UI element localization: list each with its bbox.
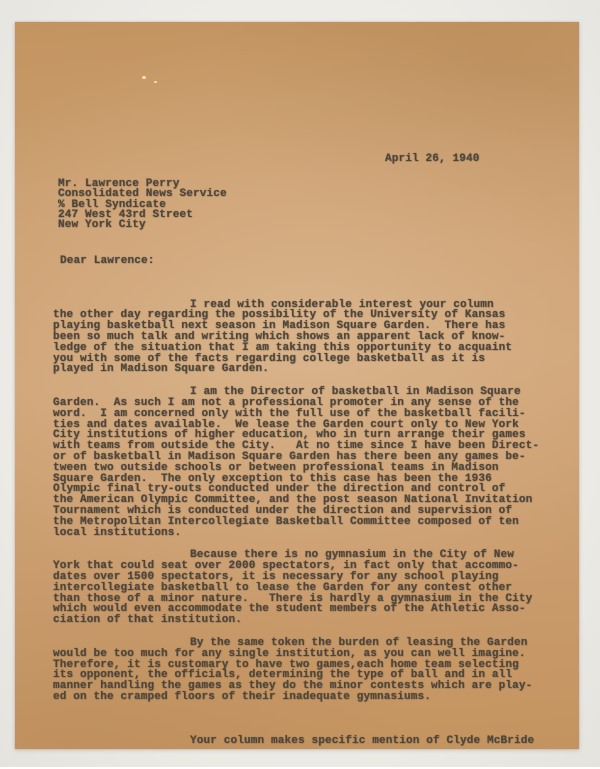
body-line: you with some of the facts regarding college basketball as it is xyxy=(53,352,486,365)
body-line: the American Olympic Committee, and the post season National Invitation xyxy=(53,494,533,507)
body-line: local institutions. xyxy=(53,526,182,539)
body-line: City institutions of higher education, who in turn arrange their games xyxy=(53,429,526,442)
paper-stain xyxy=(142,76,146,79)
address-line: 247 West 43rd Street xyxy=(58,208,194,221)
body-line: playing basketball next season in Madison Square Garden. There has xyxy=(53,320,506,333)
address-line: New York City xyxy=(58,219,146,232)
paragraph xyxy=(53,550,558,626)
letter-date: April 26, 1940 xyxy=(385,153,480,165)
body-line: word. I am concerned only with the full use of the basketball facili- xyxy=(53,407,526,420)
body-line: ties and dates available. We lease the Garden court only to New York xyxy=(53,418,519,431)
body-line: been so much talk and writing which shows an apparent lack of know- xyxy=(53,330,506,343)
body-line: I am the Director of basketball in Madison Square xyxy=(190,386,521,399)
body-line: the other day regarding the possibility of the University of Kansas xyxy=(53,309,506,322)
salutation: Dear Lawrence: xyxy=(60,255,155,267)
letter-paper xyxy=(15,22,579,749)
recipient-address xyxy=(58,179,227,230)
body-line: which would even accommodate the student members of the Athletic Asso- xyxy=(53,603,526,616)
body-line: York that could seat over 2000 spectators, in fact only that accommo- xyxy=(53,560,519,573)
body-line: ledge of the situation that I am taking this opportunity to acquaint xyxy=(53,341,513,354)
paragraph xyxy=(53,638,558,703)
body-line: dates over 1500 spectators, it is necessary for any school playing xyxy=(53,570,499,583)
body-line: than those of a minor nature. There is hardly a gymnasium in the City xyxy=(53,592,533,605)
body-line: Tournament which is conducted under the direction and supervision of xyxy=(53,504,513,517)
body-line: tween two outside schools or between professional teams in Madison xyxy=(53,461,499,474)
paragraph-list xyxy=(53,300,558,703)
continuation-line: Your column makes specific mention of Clyde McBride xyxy=(190,735,535,748)
body-line: I read with considerable interest your column xyxy=(190,298,494,311)
body-line: intercollegiate basketball to lease the Garden for any contest other xyxy=(53,581,513,594)
body-line: with teams from outside the City. At no time since I have been Direct- xyxy=(53,440,540,453)
body-line: played in Madison Square Garden. xyxy=(53,363,270,376)
address-line: % Bell Syndicate xyxy=(58,198,167,211)
body-line: Because there is no gymnasium in the City of New xyxy=(190,549,515,562)
body-line: would be too much for any single institution, as you can well imagine. xyxy=(53,647,526,660)
body-line: or of basketball in Madison Square Garden has there been any games be- xyxy=(53,450,526,463)
paragraph xyxy=(53,387,558,538)
body-line: manner handling the games as they do the minor contests which are play- xyxy=(53,680,533,693)
paper-stain xyxy=(154,81,157,83)
body-line: ciation of that institution. xyxy=(53,614,243,627)
body-line: Therefore, it is customary to have two games,each home team selecting xyxy=(53,658,519,671)
address-line: Consolidated News Service xyxy=(58,188,227,201)
body-line: the Metropolitan Intercollegiate Basketball Committee composed of ten xyxy=(53,515,519,528)
body-line: its opponent, the officials, determining the type of ball and in all xyxy=(53,669,513,682)
body-line: Square Garden. The only exception to this case has been the 1936 xyxy=(53,472,492,485)
address-line: Mr. Lawrence Perry xyxy=(58,178,180,190)
body-line: ed on the cramped floors of their inadequate gymnasiums. xyxy=(53,690,432,703)
body-line: By the same token the burden of leasing the Garden xyxy=(190,636,528,649)
body-line: Garden. As such I am not a professional promoter in any sense of the xyxy=(53,396,519,409)
letter-body xyxy=(53,278,558,769)
body-line: Olympic final try-outs conducted under the direction and control of xyxy=(53,483,506,496)
paragraph xyxy=(53,300,558,376)
